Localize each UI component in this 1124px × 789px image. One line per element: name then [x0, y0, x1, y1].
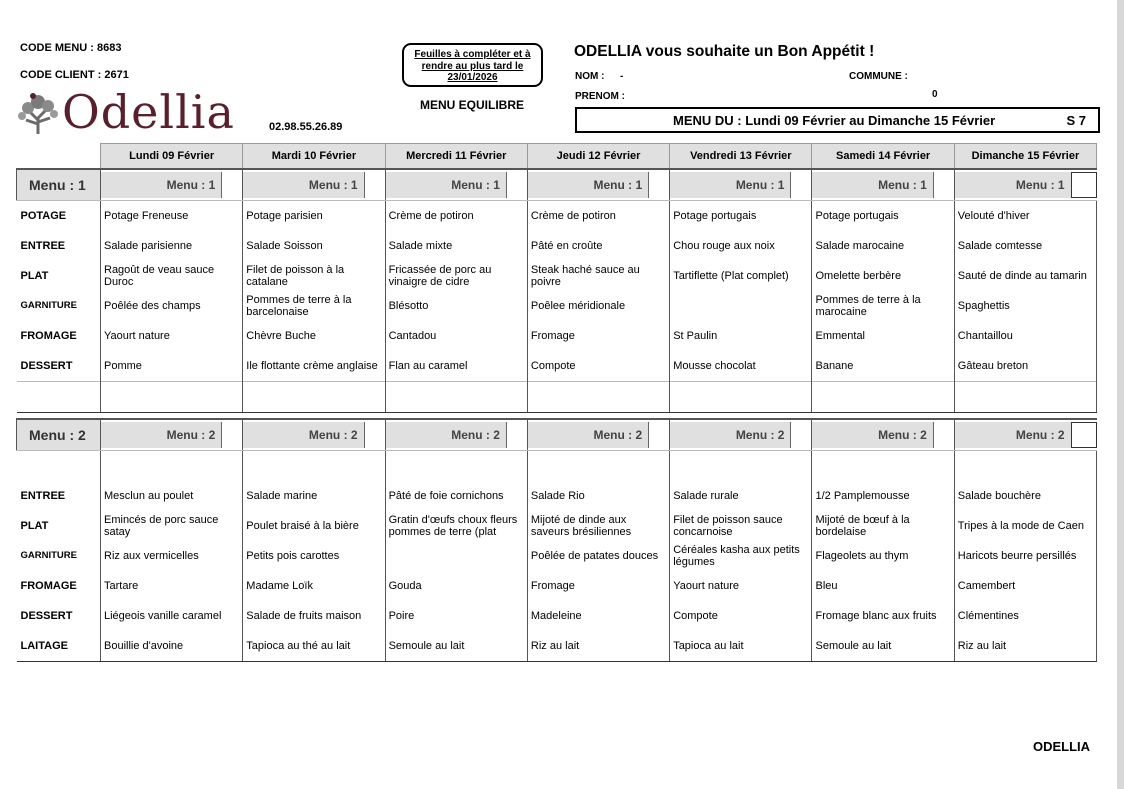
menu-1-checkbox[interactable] [790, 172, 811, 198]
category-label: PLAT [20, 520, 49, 532]
dish-cell: Potage Freneuse [101, 201, 243, 232]
menu-1-checkbox[interactable] [1071, 172, 1097, 198]
menu-2-label: Menu : 2 [17, 419, 101, 451]
dish-cell: Sauté de dinde au tamarin [954, 261, 1096, 291]
dish-cell: Petits pois carottes [243, 541, 385, 571]
dish-cell: Emincés de porc sauce satay [101, 511, 243, 541]
menu-row [17, 261, 1097, 291]
dish-cell: Poêlee méridionale [527, 291, 669, 321]
dish-cell: Filet de poisson sauce concarnoise [670, 511, 812, 541]
menu-row [17, 511, 1097, 541]
dish-cell: Steak haché sauce au poivre [527, 261, 669, 291]
menu-row [17, 481, 1097, 511]
dish-cell: Bleu [812, 571, 954, 601]
day-header: Samedi 14 Février [812, 144, 954, 170]
category-label: GARNITURE [20, 300, 77, 311]
dish-cell: Potage portugais [812, 201, 954, 232]
dish-cell: Compote [527, 351, 669, 382]
menu-row [17, 601, 1097, 631]
nom-value: - [620, 71, 624, 82]
dish-cell: Pomme [101, 351, 243, 382]
menu-1-table [16, 143, 1097, 413]
dish-cell: Gâteau breton [954, 351, 1096, 382]
menu-2-day-label: Menu : 2 [528, 422, 648, 448]
dish-cell: Semoule au lait [385, 631, 527, 662]
dish-cell: Madame Loïk [243, 571, 385, 601]
greeting: ODELLIA vous souhaite un Bon Appétit ! [574, 43, 875, 60]
dish-cell: Pâté de foie cornichons [385, 481, 527, 511]
menu-row [17, 231, 1097, 261]
dish-cell: Pâté en croûte [527, 231, 669, 261]
dish-cell [385, 541, 527, 571]
dish-cell [670, 291, 812, 321]
footer-brand: ODELLIA [1033, 739, 1091, 754]
menu-1-checkbox[interactable] [648, 172, 669, 198]
commune-label: COMMUNE : [849, 71, 908, 82]
day-header: Lundi 09 Février [101, 144, 243, 170]
menu-1-day-label: Menu : 1 [243, 172, 363, 198]
dish-cell: Filet de poisson à la catalane [243, 261, 385, 291]
day-header: Vendredi 13 Février [670, 144, 812, 170]
menu-2-day-label: Menu : 2 [101, 422, 221, 448]
dish-cell: Cantadou [385, 321, 527, 351]
menu-2-day-label: Menu : 2 [243, 422, 363, 448]
dish-cell: Fromage blanc aux fruits [812, 601, 954, 631]
menu-2-day-label: Menu : 2 [386, 422, 506, 448]
dish-cell: Tartiflette (Plat complet) [670, 261, 812, 291]
dish-cell: Salade marocaine [812, 231, 954, 261]
menu-period: MENU DU : Lundi 09 Février au Dimanche 15 Février [673, 113, 996, 128]
dish-cell: Mesclun au poulet [101, 481, 243, 511]
dish-cell: Pommes de terre à la barcelonaise [243, 291, 385, 321]
day-header: Jeudi 12 Février [527, 144, 669, 170]
menu-row [17, 631, 1097, 662]
code-client: CODE CLIENT : 2671 [20, 69, 129, 81]
dish-cell: Crème de potiron [527, 201, 669, 232]
dish-cell: Salade de fruits maison [243, 601, 385, 631]
dish-cell: Madeleine [527, 601, 669, 631]
dish-cell: Flageolets au thym [812, 541, 954, 571]
dish-cell: Bouillie d'avoine [101, 631, 243, 662]
dish-cell: Salade rurale [670, 481, 812, 511]
dish-cell: Emmental [812, 321, 954, 351]
menu-1-checkbox[interactable] [933, 172, 954, 198]
menu-1-day-label: Menu : 1 [670, 172, 790, 198]
dish-cell: Gratin d'œufs choux fleurs pommes de terre (plat [385, 511, 527, 541]
menu-1-checkbox[interactable] [364, 172, 385, 198]
menu-2-checkbox[interactable] [1071, 422, 1097, 448]
dish-cell: Salade comtesse [954, 231, 1096, 261]
menu-1-day-label: Menu : 1 [955, 172, 1071, 198]
menu-1-day-label: Menu : 1 [386, 172, 506, 198]
menu-1-day-label: Menu : 1 [528, 172, 648, 198]
dish-cell: Poire [385, 601, 527, 631]
phone-number: 02.98.55.26.89 [269, 121, 343, 133]
menu-2-checkbox[interactable] [648, 422, 669, 448]
category-label: ENTREE [20, 490, 66, 502]
category-label: DESSERT [20, 360, 73, 372]
day-header: Mercredi 11 Février [385, 144, 527, 170]
dish-cell: Riz au lait [527, 631, 669, 662]
dish-cell: Yaourt nature [101, 321, 243, 351]
menu-2-checkbox[interactable] [933, 422, 954, 448]
menu-row [17, 351, 1097, 382]
menu-2-checkbox[interactable] [364, 422, 385, 448]
dish-cell: Pommes de terre à la marocaine [812, 291, 954, 321]
prenom-label: PRENOM : [575, 91, 625, 102]
dish-cell: Salade mixte [385, 231, 527, 261]
dish-cell: Flan au caramel [385, 351, 527, 382]
day-header: Dimanche 15 Février [954, 144, 1096, 170]
dish-cell: Semoule au lait [812, 631, 954, 662]
dish-cell: Poêlée des champs [101, 291, 243, 321]
page-edge [1117, 0, 1124, 789]
dish-cell: Camembert [954, 571, 1096, 601]
category-label: LAITAGE [17, 631, 101, 662]
dish-cell: Clémentines [954, 601, 1096, 631]
dish-cell: Spaghettis [954, 291, 1096, 321]
logo-text: Odellia [62, 85, 235, 139]
menu-row [17, 201, 1097, 232]
menu-1-day-label: Menu : 1 [812, 172, 932, 198]
category-label: PLAT [20, 270, 49, 282]
dish-cell: Fromage [527, 321, 669, 351]
dish-cell: Mijoté de bœuf à la bordelaise [812, 511, 954, 541]
dish-cell: Poêlée de patates douces [527, 541, 669, 571]
menu-2-body [17, 451, 1097, 662]
dish-cell: Velouté d'hiver [954, 201, 1096, 232]
dish-cell: Omelette berbère [812, 261, 954, 291]
empty-row [17, 382, 1097, 413]
dish-cell: Gouda [385, 571, 527, 601]
menu-period-box [575, 107, 1100, 133]
menu-1-label: Menu : 1 [17, 169, 101, 201]
code-menu: CODE MENU : 8683 [20, 42, 122, 54]
dish-cell: Crème de potiron [385, 201, 527, 232]
nom-label: NOM : [575, 71, 605, 82]
dish-cell: Chantaillou [954, 321, 1096, 351]
dish-cell: Fromage [527, 571, 669, 601]
dish-cell: Salade Soisson [243, 231, 385, 261]
category-label: DESSERT [20, 610, 73, 622]
menu-row [17, 291, 1097, 321]
dish-cell: Tapioca au thé au lait [243, 631, 385, 662]
menu-2-day-label: Menu : 2 [955, 422, 1071, 448]
category-label: ENTREE [20, 240, 66, 252]
menu-type: MENU EQUILIBRE [420, 98, 525, 112]
dish-cell: Liégeois vanille caramel [101, 601, 243, 631]
category-label: GARNITURE [20, 550, 77, 561]
menu-row [17, 321, 1097, 351]
menu-1-checkbox[interactable] [506, 172, 527, 198]
tree-logo-icon [14, 90, 62, 136]
dish-cell: Mijoté de dinde aux saveurs brésiliennes [527, 511, 669, 541]
dish-cell: Tapioca au lait [670, 631, 812, 662]
menu-row [17, 541, 1097, 571]
menu-2-checkbox[interactable] [506, 422, 527, 448]
dish-cell: Ragoût de veau sauce Duroc [101, 261, 243, 291]
deadline-notice: Feuilles à compléter et à rendre au plus tard le 23/01/2026 [402, 43, 543, 87]
dish-cell: Tripes à la mode de Caen [954, 511, 1096, 541]
dish-cell: Salade marine [243, 481, 385, 511]
menu-2-day-label: Menu : 2 [812, 422, 932, 448]
day-header: Mardi 10 Février [243, 144, 385, 170]
menu-1-day-label: Menu : 1 [101, 172, 221, 198]
dish-cell: Potage parisien [243, 201, 385, 232]
dish-cell: St Paulin [670, 321, 812, 351]
dish-cell: Riz au lait [954, 631, 1096, 662]
dish-cell: Ile flottante crème anglaise [243, 351, 385, 382]
category-label: FROMAGE [20, 330, 77, 342]
dish-cell: Poulet braisé à la bière [243, 511, 385, 541]
day-header-row [17, 144, 1097, 170]
dish-cell: Salade bouchère [954, 481, 1096, 511]
menu-2-checkbox[interactable] [790, 422, 811, 448]
dish-cell: Banane [812, 351, 954, 382]
menu-1-header-row [17, 169, 1097, 201]
commune-value: 0 [932, 89, 938, 100]
dish-cell: Tartare [101, 571, 243, 601]
menu-2-checkbox[interactable] [221, 422, 242, 448]
dish-cell: Céréales kasha aux petits légumes [670, 541, 812, 571]
dish-cell: 1/2 Pamplemousse [812, 481, 954, 511]
dish-cell: Riz aux vermicelles [101, 541, 243, 571]
menu-row [17, 571, 1097, 601]
dish-cell: Chou rouge aux noix [670, 231, 812, 261]
category-label: POTAGE [20, 210, 67, 222]
dish-cell: Salade parisienne [101, 231, 243, 261]
dish-cell: Yaourt nature [670, 571, 812, 601]
menu-2-header-row [17, 419, 1097, 451]
dish-cell: Mousse chocolat [670, 351, 812, 382]
empty-row [17, 451, 1097, 482]
dish-cell: Salade Rio [527, 481, 669, 511]
category-label: FROMAGE [20, 580, 77, 592]
dish-cell: Potage portugais [670, 201, 812, 232]
menu-2-table [16, 418, 1097, 662]
menu-1-checkbox[interactable] [221, 172, 242, 198]
dish-cell: Chèvre Buche [243, 321, 385, 351]
menu-1-body [17, 201, 1097, 413]
dish-cell: Blésotto [385, 291, 527, 321]
week-number: S 7 [1066, 113, 1086, 128]
dish-cell: Compote [670, 601, 812, 631]
menu-2-day-label: Menu : 2 [670, 422, 790, 448]
dish-cell: Fricassée de porc au vinaigre de cidre [385, 261, 527, 291]
dish-cell: Haricots beurre persillés [954, 541, 1096, 571]
